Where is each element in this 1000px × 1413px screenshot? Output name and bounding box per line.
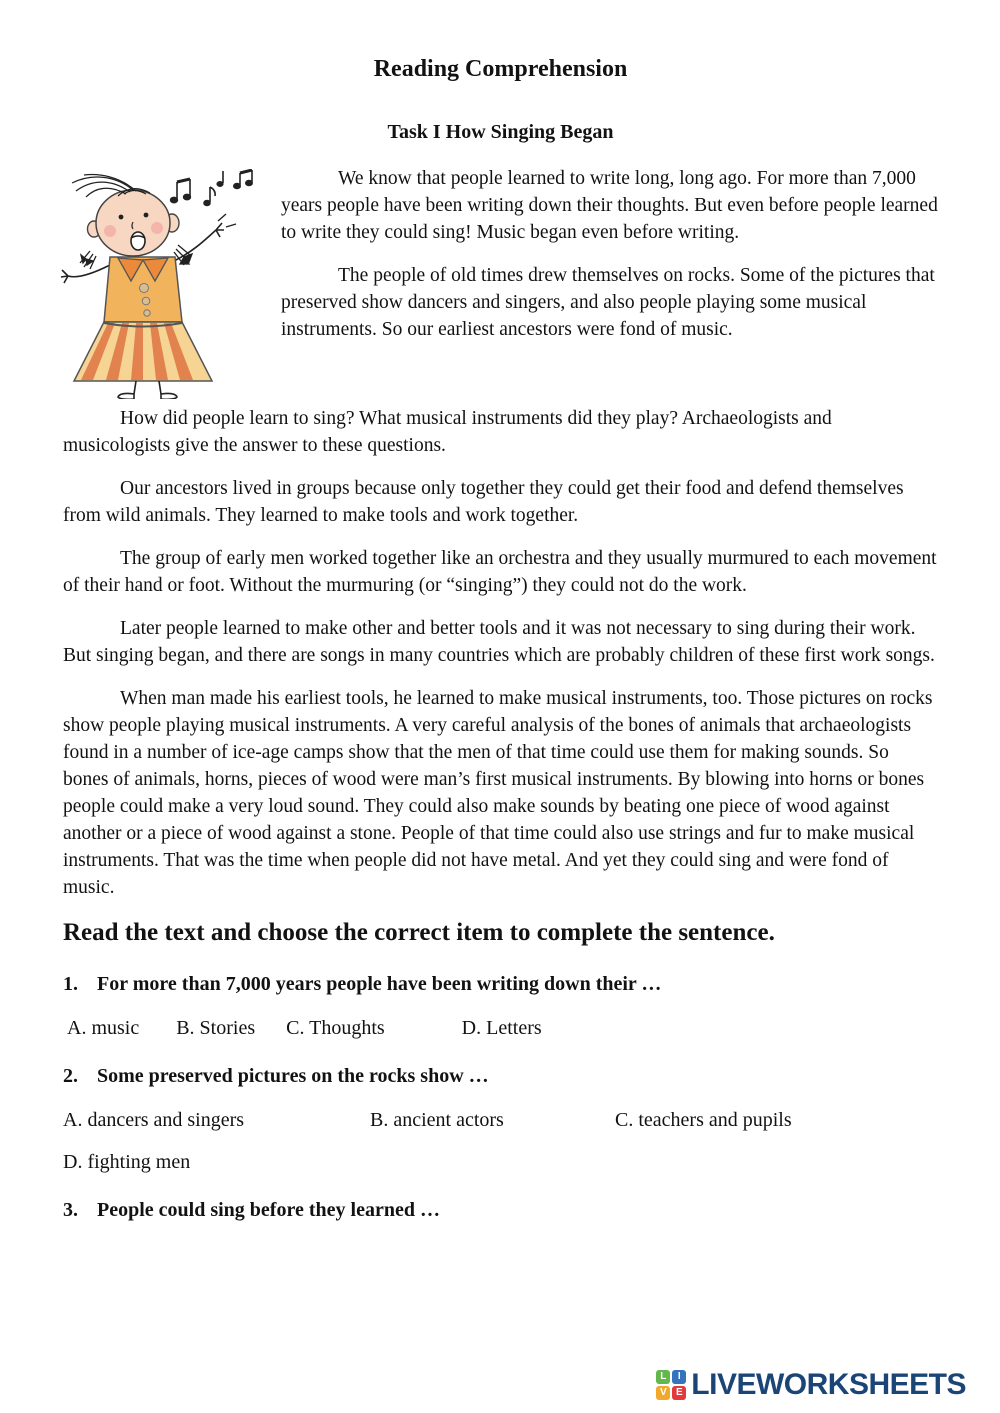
button [140,284,149,293]
option-1b[interactable]: B. Stories [176,1017,256,1039]
passage-paragraph: When man made his earliest tools, he learned to make musical instruments, too. Those pictures on rocks show people playing musical instruments. A very careful analysis of the bones of animals that archaeologists found in a number of ice-age camps show that the men of that time could use them for making sounds. So bones of animals, horns, pieces of wood were man’s first musical instruments. By blowing into horns or bones people could make a very loud sound. They could also make sounds by beating one piece of wood against another or a piece of wood against a stone. People of that time could also use strings and fur to make musical instruments. That was the time when people did not have metal. And yet they could sing and were fond of music. [63,688,933,898]
question-number: 3. [63,1199,78,1221]
question-text: People could sing before they learned … [97,1199,440,1221]
girl-legs [118,381,177,399]
passage-paragraph: Later people learned to make other and better tools and it was not necessary to sing during their work. But singing began, and there are songs in many countries which are probably children of these first work songs. [63,618,935,666]
option-2a[interactable]: A. dancers and singers [63,1109,245,1131]
icon-square-l: L [656,1370,670,1384]
instruction-heading: Read the text and choose the correct item to complete the sentence. [63,919,775,946]
passage-paragraph: The people of old times drew themselves on rocks. Some of the pictures that preserved show dancers and singers, and also people playing some musical instruments. So our earliest ancestors were fond of music. [281,265,935,340]
question-text: Some preserved pictures on the rocks show … [97,1065,489,1087]
option-1c[interactable]: C. Thoughts [286,1017,385,1039]
liveworksheets-icon [656,1370,687,1401]
passage-paragraph: The group of early men worked together like an orchestra and they usually murmured to each movement of their hand or foot. Without the murmuring (or “singing”) they could not do the work. [63,548,937,596]
singing-girl-illustration [60,169,265,399]
singing-girl-svg [60,169,265,399]
option-1d[interactable]: D. Letters [461,1017,542,1039]
music-notes-icon [171,170,253,227]
question-3 [63,1197,938,1223]
icon-square-i: I [672,1370,686,1384]
icon-square-e: E [672,1386,686,1400]
passage-paragraph: We know that people learned to write long, long ago. For more than 7,000 years people have been writing down their thoughts. But even before people learned to write they could sing! Music began even before writing. [281,168,938,243]
question-1-options [63,1015,938,1041]
question-number: 2. [63,1065,78,1087]
task-heading: Task I How Singing Began [387,121,614,143]
reading-passage [63,165,938,901]
option-2d[interactable]: D. fighting men [63,1151,191,1173]
option-2c[interactable]: C. teachers and pupils [615,1109,792,1131]
question-text: For more than 7,000 years people have been writing down their … [97,973,662,995]
passage-paragraph: How did people learn to sing? What musical instruments did they play? Archaeologists and musicologists give the answer to these questions. [63,408,832,456]
option-1a[interactable]: A. music [67,1017,140,1039]
button [142,297,150,305]
icon-square-v: V [656,1386,670,1400]
liveworksheets-wordmark: LIVEWORKSHEETS [691,1368,966,1401]
passage-paragraph: Our ancestors lived in groups because only together they could get their food and defend themselves from wild animals. They learned to make tools and work together. [63,478,904,526]
question-2-options [63,1107,938,1133]
option-2b[interactable]: B. ancient actors [370,1109,504,1131]
page-title: Reading Comprehension [373,56,628,82]
question-1 [63,971,938,997]
question-2-option-d [63,1149,938,1175]
question-2 [63,1063,938,1089]
liveworksheets-logo[interactable] [656,1368,966,1402]
button [144,310,150,316]
question-number: 1. [63,973,78,995]
